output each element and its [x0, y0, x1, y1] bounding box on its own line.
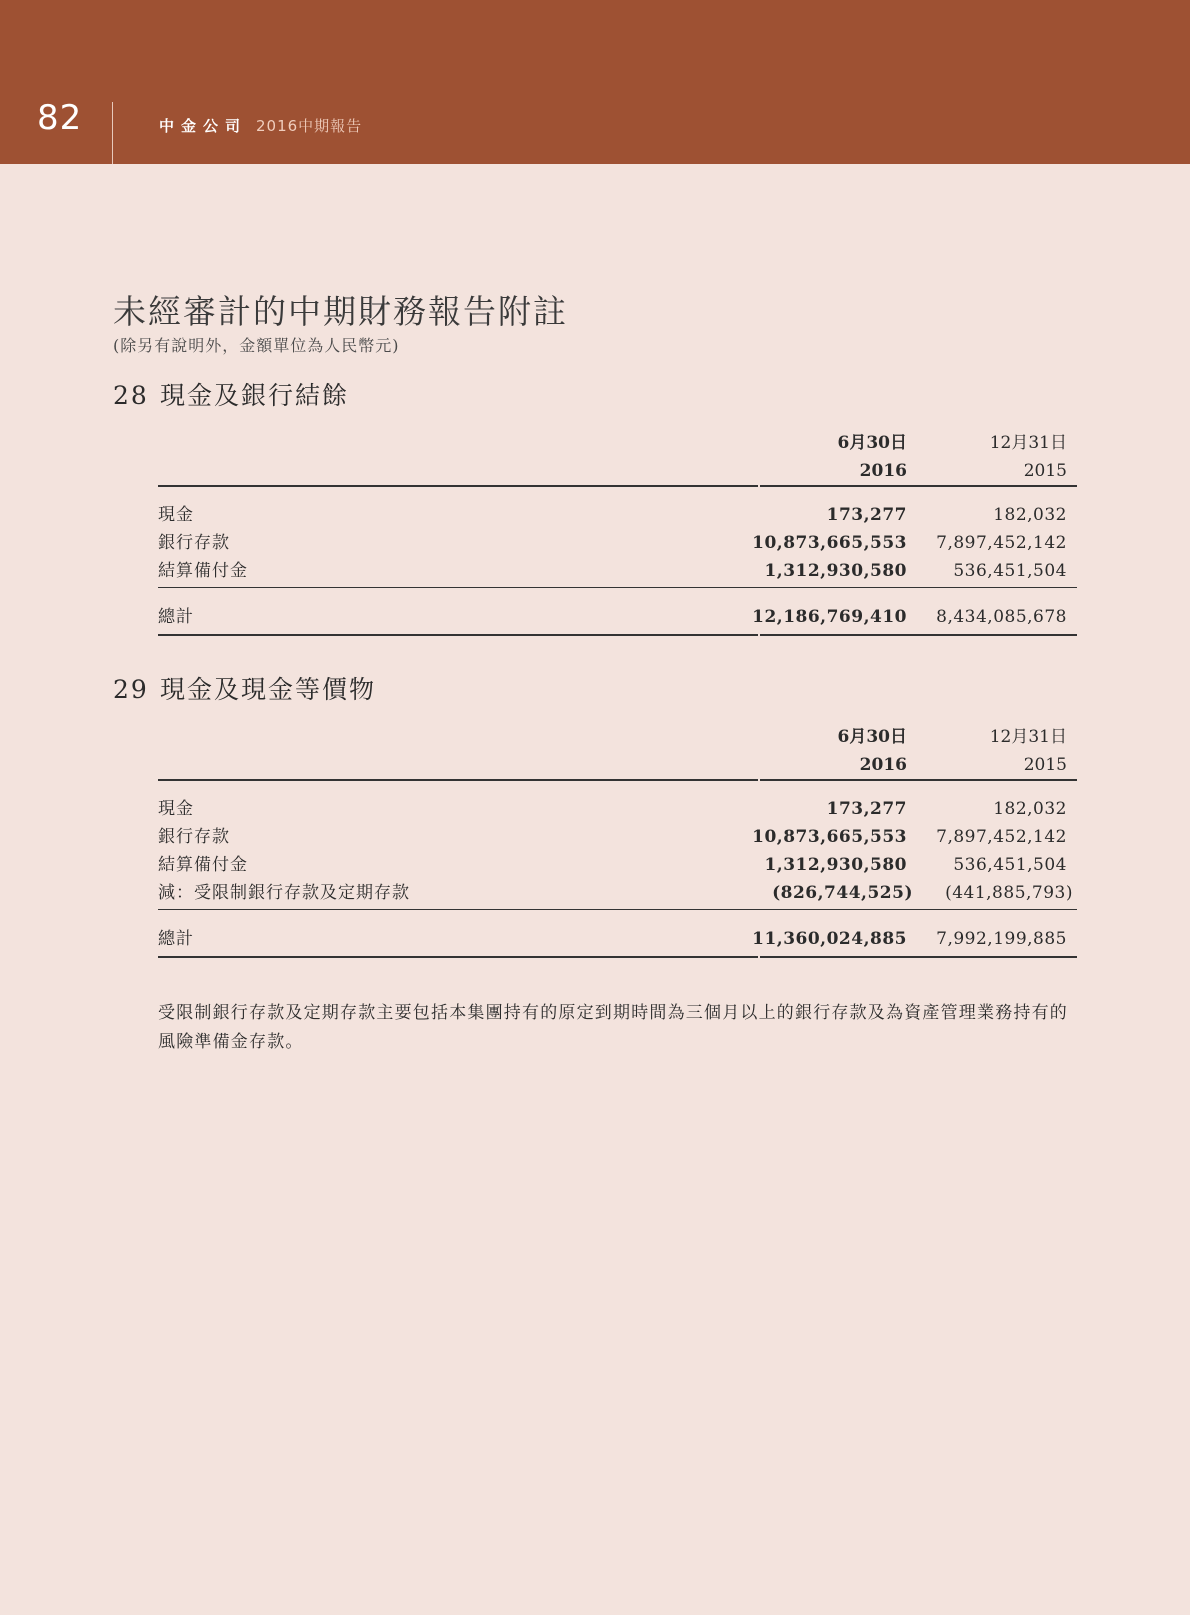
column-header-1-line2: 2016: [859, 755, 907, 775]
section-heading-28: [113, 376, 349, 412]
row-label: 現金: [158, 505, 194, 525]
total-rule: [158, 634, 758, 636]
row-value-2016: 10,873,665,553: [752, 533, 907, 553]
total-value-2016: 11,360,024,885: [752, 929, 907, 949]
row-value-2016: 1,312,930,580: [764, 855, 907, 875]
row-value-2015: 536,451,504: [953, 855, 1067, 875]
table-row: [158, 851, 1077, 879]
section-number: 29: [113, 675, 149, 704]
header-rule: [158, 485, 758, 487]
table-total-row: [158, 925, 1077, 953]
page-title: 未經審計的中期財務報告附註: [113, 292, 568, 331]
total-label: 總計: [158, 607, 194, 627]
row-label: 結算備付金: [158, 561, 248, 581]
total-rule: [760, 956, 1077, 958]
row-value-2015: (441,885,793): [945, 883, 1073, 903]
row-label: 銀行存款: [158, 533, 230, 553]
row-value-2016: 173,277: [826, 505, 907, 525]
table-row: [158, 501, 1077, 529]
row-value-2016: 173,277: [826, 799, 907, 819]
subtotal-rule: [158, 909, 1077, 910]
row-value-2015: 7,897,452,142: [936, 827, 1067, 847]
row-value-2015: 7,897,452,142: [936, 533, 1067, 553]
column-header-2-line1: 12月31日: [989, 727, 1067, 747]
section-title: 現金及現金等價物: [160, 675, 377, 704]
header-divider: [112, 102, 113, 164]
table-row: [158, 529, 1077, 557]
section-heading-29: [113, 670, 376, 706]
column-header-1-line2: 2016: [859, 461, 907, 481]
row-value-2016: (826,744,525): [772, 883, 913, 903]
total-value-2016: 12,186,769,410: [752, 607, 907, 627]
row-value-2015: 536,451,504: [953, 561, 1067, 581]
column-header-2-line2: 2015: [1023, 461, 1067, 481]
total-label: 總計: [158, 929, 194, 949]
column-header-1-line1: 6月30日: [837, 727, 907, 747]
row-value-2016: 1,312,930,580: [764, 561, 907, 581]
row-label: 減：受限制銀行存款及定期存款: [158, 883, 410, 903]
row-value-2016: 10,873,665,553: [752, 827, 907, 847]
page-header: [0, 0, 1190, 164]
row-label: 現金: [158, 799, 194, 819]
subtotal-rule: [158, 587, 1077, 588]
total-value-2015: 7,992,199,885: [936, 929, 1067, 949]
total-rule: [760, 634, 1077, 636]
header-rule: [158, 779, 758, 781]
row-label: 銀行存款: [158, 827, 230, 847]
section-title: 現金及銀行結餘: [160, 381, 350, 410]
page-subtitle: (除另有說明外，金額單位為人民幣元): [113, 336, 400, 355]
header-report-title: 2016中期報告: [256, 117, 363, 135]
footnote: 受限制銀行存款及定期存款主要包括本集團持有的原定到期時間為三個月以上的銀行存款及為資產管理業務持有的風險準備金存款。: [158, 1003, 1068, 1052]
total-rule: [158, 956, 758, 958]
header-rule: [760, 485, 1077, 487]
column-header-2-line2: 2015: [1023, 755, 1067, 775]
page-number: 82: [37, 98, 83, 138]
table-total-row: [158, 603, 1077, 631]
header-rule: [760, 779, 1077, 781]
table-row: [158, 879, 1077, 907]
column-header-2-line1: 12月31日: [989, 433, 1067, 453]
total-value-2015: 8,434,085,678: [936, 607, 1067, 627]
header-company: 中金公司: [159, 117, 248, 135]
column-header-1-line1: 6月30日: [837, 433, 907, 453]
table-row: [158, 557, 1077, 585]
row-value-2015: 182,032: [993, 505, 1067, 525]
row-label: 結算備付金: [158, 855, 248, 875]
section-number: 28: [113, 381, 149, 410]
row-value-2015: 182,032: [993, 799, 1067, 819]
table-row: [158, 823, 1077, 851]
table-row: [158, 795, 1077, 823]
